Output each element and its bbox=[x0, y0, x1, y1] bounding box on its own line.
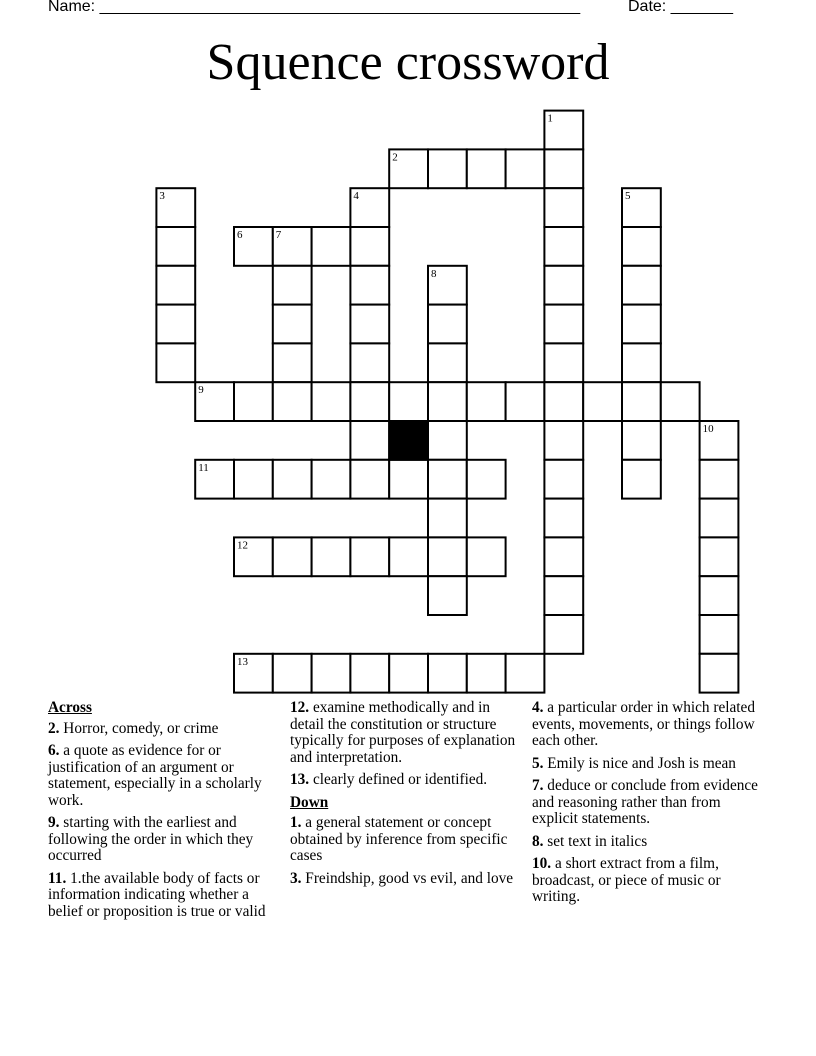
grid-cell[interactable] bbox=[467, 537, 506, 576]
clue-number-label: 6 bbox=[237, 229, 243, 241]
grid-cell[interactable] bbox=[234, 460, 273, 499]
grid-cell[interactable] bbox=[428, 421, 467, 460]
grid-cell[interactable] bbox=[389, 537, 428, 576]
clue-number: 10. bbox=[532, 855, 552, 872]
clue-item bbox=[48, 743, 284, 809]
clue-number-label: 9 bbox=[198, 384, 204, 397]
grid-cell[interactable] bbox=[350, 266, 389, 305]
grid-cell[interactable] bbox=[544, 537, 583, 576]
grid-cell[interactable] bbox=[350, 343, 389, 382]
grid-cell[interactable] bbox=[700, 460, 739, 499]
clue-number: 2. bbox=[48, 719, 60, 737]
grid-cell[interactable] bbox=[350, 537, 389, 576]
grid-cell[interactable] bbox=[273, 460, 312, 499]
grid-cell[interactable] bbox=[350, 460, 389, 499]
clue-number: 13. bbox=[290, 771, 310, 788]
grid-cell[interactable] bbox=[156, 305, 195, 344]
clue-text: clearly defined or identified. bbox=[309, 771, 488, 788]
grid-cell[interactable] bbox=[467, 149, 506, 188]
clue-text: set text in italics bbox=[543, 832, 648, 850]
grid-cell[interactable] bbox=[583, 382, 622, 421]
grid-cell[interactable] bbox=[350, 382, 389, 421]
grid-cell[interactable] bbox=[156, 227, 195, 266]
grid-cell[interactable] bbox=[467, 460, 506, 499]
clue-item bbox=[532, 834, 768, 851]
grid-cell[interactable] bbox=[389, 382, 428, 421]
grid-cell[interactable] bbox=[700, 654, 739, 693]
grid-cell[interactable] bbox=[700, 615, 739, 654]
clue-number: 12. bbox=[290, 699, 310, 716]
grid-cell[interactable] bbox=[622, 266, 661, 305]
grid-cell[interactable] bbox=[156, 266, 195, 305]
grid-cell[interactable] bbox=[506, 654, 545, 693]
clue-number: 5. bbox=[532, 754, 544, 772]
grid-cell[interactable] bbox=[273, 654, 312, 693]
grid-cell[interactable] bbox=[350, 227, 389, 266]
grid-cell[interactable] bbox=[312, 227, 351, 266]
grid-cell[interactable] bbox=[544, 460, 583, 499]
clue-item bbox=[290, 700, 522, 766]
clue-number-label: 5 bbox=[625, 190, 631, 203]
clue-number: 3. bbox=[290, 869, 302, 887]
grid-cell[interactable] bbox=[312, 654, 351, 693]
clue-text: a short extract from a film, broadcast, or piece of music or writing. bbox=[532, 855, 721, 905]
grid-cell[interactable] bbox=[544, 421, 583, 460]
grid-cell[interactable] bbox=[428, 537, 467, 576]
grid-cell[interactable] bbox=[428, 343, 467, 382]
grid-cell[interactable] bbox=[428, 305, 467, 344]
clues-column-2 bbox=[290, 700, 522, 893]
grid-cell[interactable] bbox=[622, 305, 661, 344]
clue-text: a particular order in which related events, movements, or things follow each other. bbox=[532, 699, 755, 749]
grid-cell[interactable] bbox=[544, 499, 583, 538]
grid-cell[interactable] bbox=[350, 421, 389, 460]
grid-cell[interactable] bbox=[506, 149, 545, 188]
clue-number-label: 13 bbox=[237, 655, 248, 668]
clues-column-3 bbox=[532, 700, 768, 912]
grid-cell[interactable] bbox=[700, 537, 739, 576]
clue-number: 1. bbox=[290, 814, 302, 831]
grid-cell[interactable] bbox=[544, 188, 583, 227]
grid-cell[interactable] bbox=[273, 266, 312, 305]
clue-number: 8. bbox=[532, 832, 544, 850]
grid-cell[interactable] bbox=[428, 654, 467, 693]
grid-cell[interactable] bbox=[428, 149, 467, 188]
grid-cell[interactable] bbox=[350, 654, 389, 693]
clue-number-label: 2 bbox=[392, 151, 398, 164]
clue-text: Horror, comedy, or crime bbox=[59, 719, 219, 737]
grid-cell[interactable] bbox=[700, 499, 739, 538]
clue-text: deduce or conclude from evidence and reasoning rather than from explicit statements. bbox=[532, 777, 758, 827]
clue-item bbox=[48, 721, 284, 738]
clue-item bbox=[48, 871, 284, 921]
grid-cell[interactable] bbox=[544, 343, 583, 382]
grid-cell[interactable] bbox=[273, 305, 312, 344]
grid-cell[interactable] bbox=[312, 382, 351, 421]
grid-cell[interactable] bbox=[700, 576, 739, 615]
grid-cell[interactable] bbox=[544, 382, 583, 421]
clue-number-label: 8 bbox=[431, 267, 437, 280]
grid-cell[interactable] bbox=[156, 343, 195, 382]
clue-text: examine methodically and in detail the constitution or structure typically for purposes of explanation and interpretation. bbox=[290, 699, 516, 766]
down-heading: Down bbox=[290, 793, 329, 811]
clue-number-label: 12 bbox=[237, 539, 248, 552]
grid-cell[interactable] bbox=[273, 343, 312, 382]
clue-number: 11. bbox=[48, 869, 67, 887]
grid-cell[interactable] bbox=[622, 382, 661, 421]
grid-cell[interactable] bbox=[544, 305, 583, 344]
grid-cell[interactable] bbox=[273, 537, 312, 576]
grid-cell[interactable] bbox=[544, 615, 583, 654]
black-cell bbox=[389, 421, 428, 460]
grid-cell[interactable] bbox=[428, 382, 467, 421]
grid-cell[interactable] bbox=[622, 227, 661, 266]
name-field-label: Name: ______________________________________________________ bbox=[48, 0, 581, 15]
grid-cell[interactable] bbox=[467, 382, 506, 421]
clue-number: 9. bbox=[48, 814, 60, 831]
grid-cell[interactable] bbox=[622, 460, 661, 499]
grid-cell[interactable] bbox=[428, 460, 467, 499]
clue-number: 6. bbox=[48, 742, 60, 759]
clue-item bbox=[290, 815, 522, 865]
clue-text: starting with the earliest and following the order in which they occurred bbox=[48, 814, 254, 864]
clue-item bbox=[532, 856, 768, 906]
grid-cell[interactable] bbox=[428, 576, 467, 615]
clues-column-1 bbox=[48, 700, 284, 926]
clue-text: Emily is nice and Josh is mean bbox=[543, 754, 736, 772]
grid-cell[interactable] bbox=[544, 576, 583, 615]
clue-item bbox=[290, 871, 522, 888]
grid-cell[interactable] bbox=[544, 227, 583, 266]
clue-item bbox=[48, 815, 284, 865]
clue-number-label: 7 bbox=[275, 229, 282, 241]
grid-cell[interactable] bbox=[389, 460, 428, 499]
clue-number-label: 11 bbox=[198, 461, 209, 474]
clue-number: 4. bbox=[532, 699, 544, 716]
clue-text: Freindship, good vs evil, and love bbox=[301, 869, 514, 887]
grid-cell[interactable] bbox=[506, 382, 545, 421]
grid-cell[interactable] bbox=[661, 382, 700, 421]
clue-item bbox=[532, 778, 768, 828]
grid-cell[interactable] bbox=[234, 382, 273, 421]
grid-cell[interactable] bbox=[312, 537, 351, 576]
clue-number-label: 1 bbox=[547, 112, 553, 125]
date-field-label: Date: _______ bbox=[628, 0, 733, 15]
clue-text: a quote as evidence for or justification of an argument or statement, especially in a scholarly work. bbox=[48, 742, 262, 809]
clue-number-label: 4 bbox=[353, 190, 359, 203]
grid-cell[interactable] bbox=[389, 654, 428, 693]
grid-cell[interactable] bbox=[312, 460, 351, 499]
page-title: Squence crossword bbox=[206, 34, 610, 91]
clue-number: 7. bbox=[532, 777, 544, 794]
grid-cell[interactable] bbox=[622, 421, 661, 460]
clue-number-label: 3 bbox=[159, 190, 165, 203]
clue-item bbox=[532, 700, 768, 750]
clue-text: 1.the available body of facts or information indicating whether a belief or proposition is true or valid bbox=[48, 869, 266, 920]
grid-cell[interactable] bbox=[467, 654, 506, 693]
grid-cell[interactable] bbox=[350, 305, 389, 344]
clue-item bbox=[290, 772, 522, 789]
grid-cell[interactable] bbox=[428, 499, 467, 538]
grid-cell[interactable] bbox=[544, 266, 583, 305]
clue-text: a general statement or concept obtained by inference from specific cases bbox=[290, 814, 508, 864]
clue-number-label: 10 bbox=[702, 423, 714, 435]
grid-cell[interactable] bbox=[622, 343, 661, 382]
clue-item bbox=[532, 756, 768, 773]
grid-cell[interactable] bbox=[544, 149, 583, 188]
grid-cell[interactable] bbox=[273, 382, 312, 421]
across-heading: Across bbox=[48, 699, 92, 716]
